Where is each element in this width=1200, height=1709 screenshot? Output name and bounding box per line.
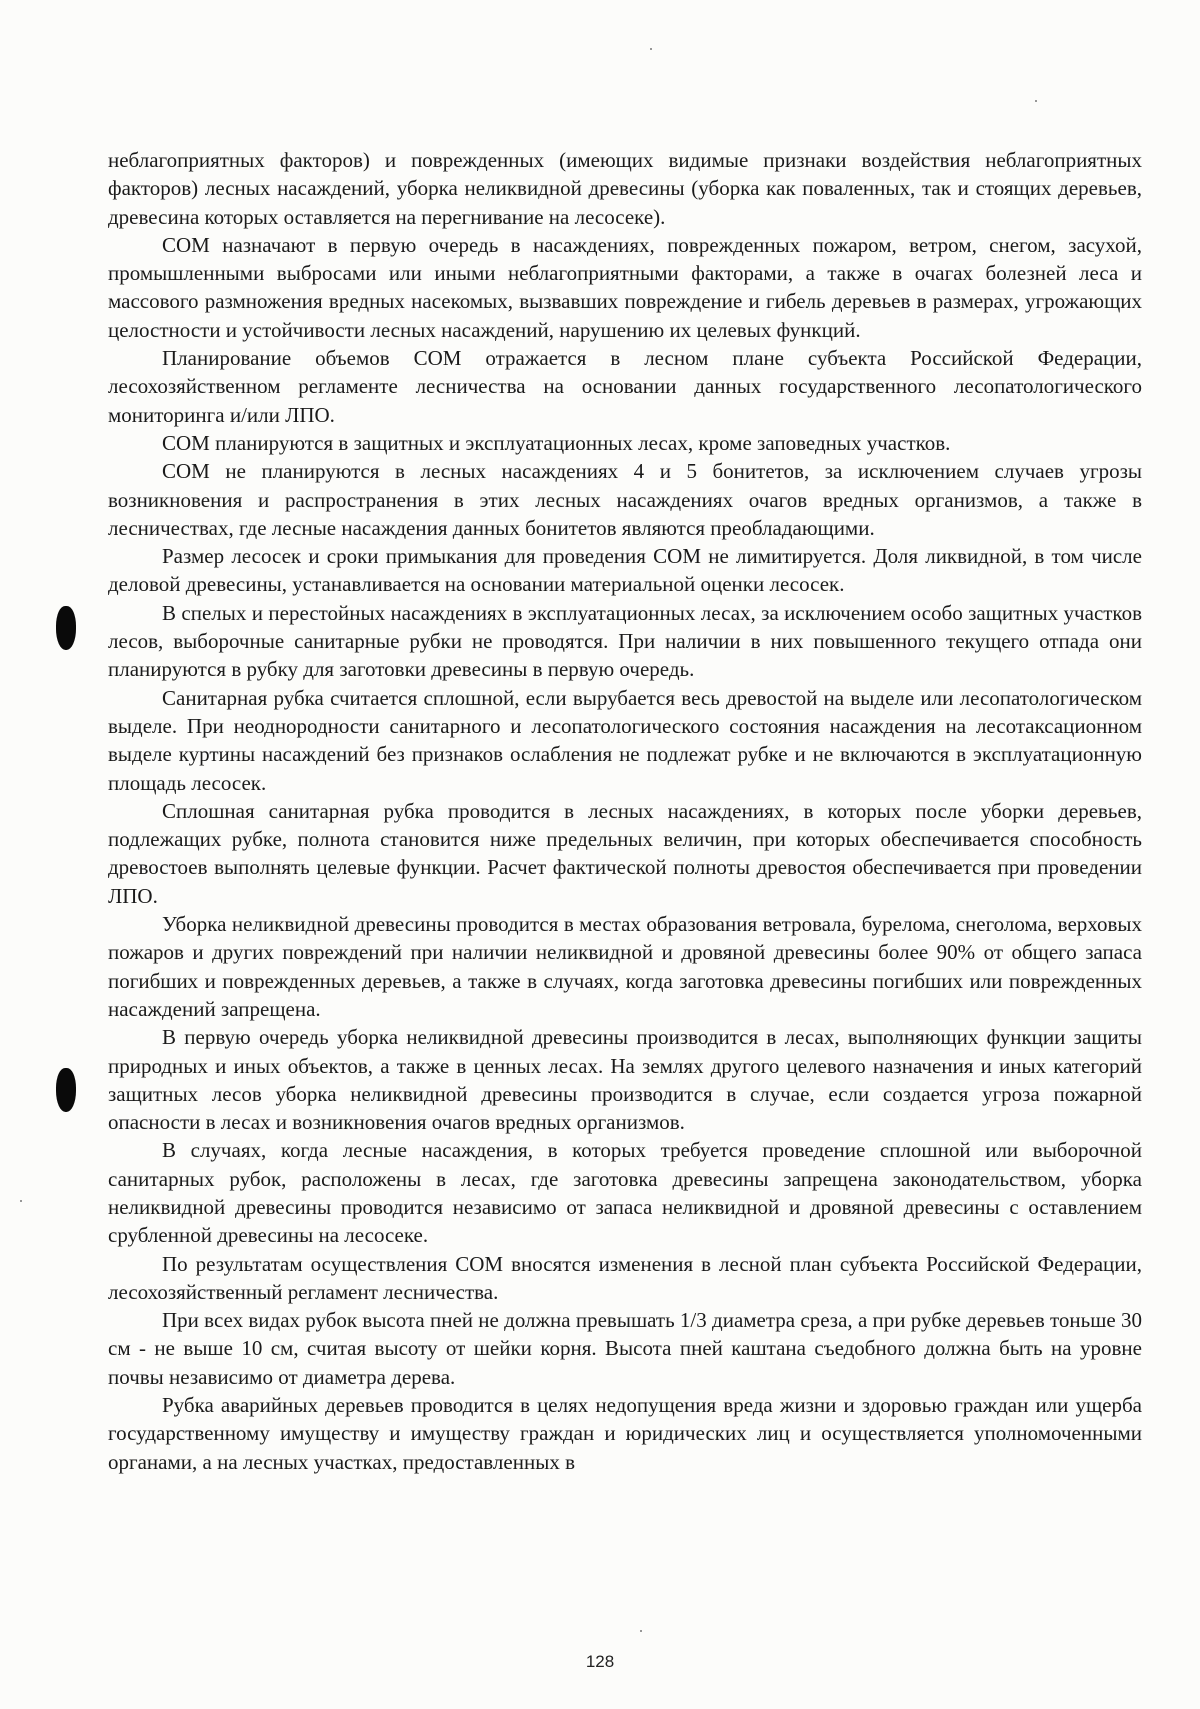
paragraph: Санитарная рубка считается сплошной, если вырубается весь древостой на выделе или лесопатологическом выделе. При неоднородности санитарного и лесопатологического состояния насаждения на лесотаксационном выделе куртины насаждений без признаков ослабления не подлежат рубке и не включаются в эксплуатационную площадь лесосек. — [108, 685, 1142, 795]
page-number: 128 — [585, 1652, 615, 1671]
paragraph: Рубка аварийных деревьев проводится в целях недопущения вреда жизни и здоровью граждан или ущерба государственному имуществу и имуществу граждан и юридических лиц и осуществляется уполномоченными органами, а на лесных участках, предоставленных в — [108, 1393, 1142, 1474]
paragraph: Уборка неликвидной древесины проводится в местах образования ветровала, бурелома, снеголома, верховых пожаров и других повреждений при наличии неликвидной и дровяной древесины более 90% от общего запаса погибших и поврежденных деревьев, а также в случаях, когда заготовка древесины погибших или поврежденных насаждений запрещена. — [108, 912, 1142, 1021]
scan-speck — [20, 1200, 22, 1202]
paragraph: Размер лесосек и сроки примыкания для проведения СОМ не лимитируется. Доля ликвидной, в том числе деловой древесины, устанавливается на основании материальной оценки лесосек. — [108, 544, 1142, 597]
paragraph: СОМ не планируются в лесных насаждениях 4 и 5 бонитетов, за исключением случаев угрозы возникновения и распространения в этих лесных насаждениях очагов вредных организмов, а также в лесничествах, где лесные насаждения данных бонитетов являются преобладающими. — [108, 459, 1142, 540]
paragraph: СОМ назначают в первую очередь в насаждениях, поврежденных пожаром, ветром, снегом, засухой, промышленными выбросами или иными неблагоприятными факторами, а также в очагах болезней леса и массового размножения вредных насекомых, вызвавших повреждение и гибель деревьев в размерах, угрожающих целостности и устойчивости лесных насаждений, нарушению их целевых функций. — [108, 232, 1142, 342]
paragraph: СОМ планируются в защитных и эксплуатационных лесах, кроме заповедных участков. — [162, 430, 951, 455]
scan-speck — [650, 48, 652, 50]
paragraph: По результатам осуществления СОМ вносятся изменения в лесной план субъекта Российской Федерации, лесохозяйственный регламент лесничества. — [108, 1251, 1142, 1304]
paragraph: Сплошная санитарная рубка проводится в лесных насаждениях, в которых после уборки деревьев, подлежащих рубке, полнота становится ниже предельных величин, при которых обеспечивается способность древостоев выполнять целевые функции. Расчет фактической полноты древостоя обеспечивается при проведении ЛПО. — [108, 798, 1142, 908]
binder-hole-mark — [56, 606, 76, 650]
binder-hole-mark — [56, 1068, 76, 1112]
paragraph: В спелых и перестойных насаждениях в эксплуатационных лесах, за исключением особо защитных участков лесов, выборочные санитарные рубки не проводятся. При наличии в них повышенного текущего отпада они планируются в рубку для заготовки древесины в первую очередь. — [108, 600, 1142, 682]
paragraph: Планирование объемов СОМ отражается в лесном плане субъекта Российской Федерации, лесохозяйственном регламенте лесничества на основании данных государственного лесопатологического мониторинга и/или ЛПО. — [108, 346, 1142, 427]
paragraph: В первую очередь уборка неликвидной древесины производится в лесах, выполняющих функции защиты природных и иных объектов, а также в ценных лесах. На землях другого целевого назначения и иных категорий защитных лесов уборка неликвидной древесины производится в случае, если создается угроза пожарной опасности в лесах и возникновения очагов вредных организмов. — [108, 1025, 1142, 1135]
paragraph: При всех видах рубок высота пней не должна превышать 1/3 диаметра среза, а при рубке деревьев тоньше 30 см - не выше 10 см, считая высоту от шейки корня. Высота пней каштана съедобного должна быть на уровне почвы независимо от диаметра дерева. — [108, 1308, 1142, 1389]
scan-speck — [1035, 100, 1037, 102]
document-body — [108, 146, 1142, 1476]
paragraph: В случаях, когда лесные насаждения, в которых требуется проведение сплошной или выборочной санитарных рубок, расположены в лесах, где заготовка древесины запрещена законодательством, уборка неликвидной древесины проводится независимо от запаса неликвидной и дровяной древесины с оставлением срубленной древесины на лесосеке. — [108, 1138, 1142, 1248]
paragraph: неблагоприятных факторов) и поврежденных (имеющих видимые признаки воздействия неблагоприятных факторов) лесных насаждений, уборка неликвидной древесины (уборка как поваленных, так и стоящих деревьев, древесина которых оставляется на перегнивание на лесосеке). — [108, 148, 1142, 229]
scan-speck — [640, 1630, 642, 1632]
